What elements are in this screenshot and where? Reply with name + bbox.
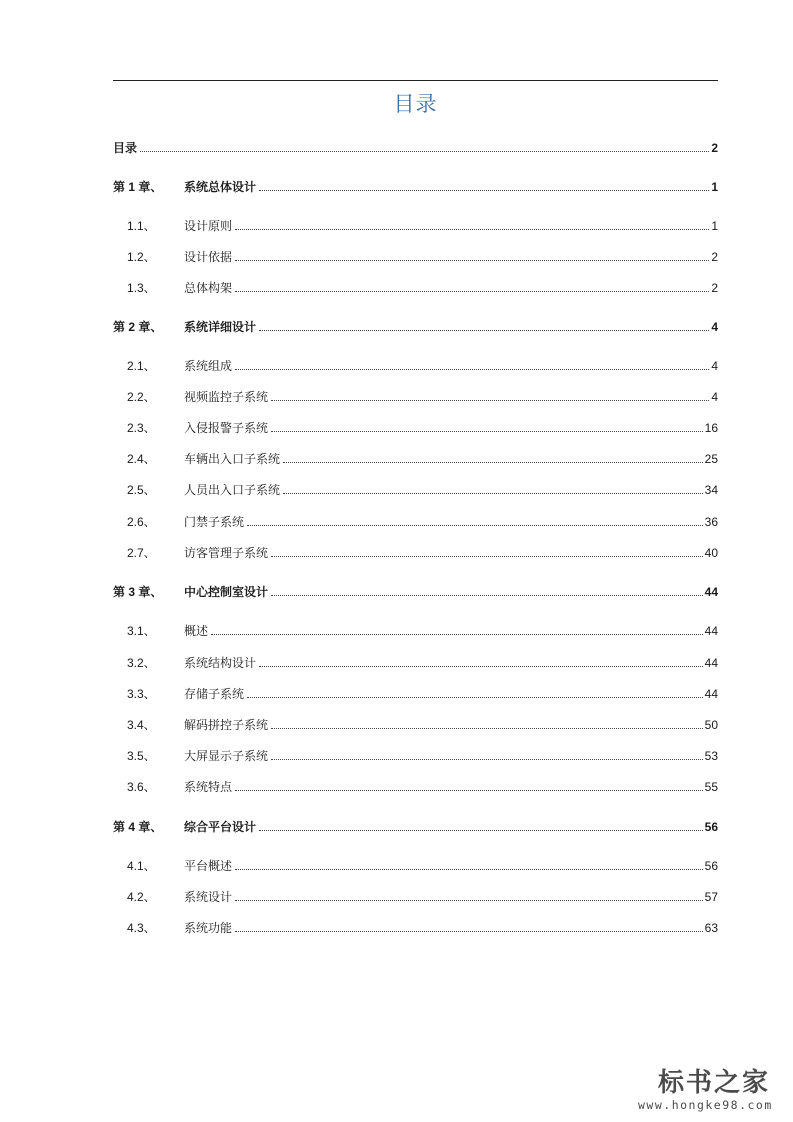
toc-entry[interactable] — [113, 279, 718, 295]
toc-entry-title: 系统组成 — [184, 359, 233, 373]
toc-entry-page-number: 36 — [704, 515, 718, 529]
toc-entry-page-number: 40 — [704, 546, 718, 560]
toc-entry-page-number: 25 — [704, 452, 718, 466]
toc-entry[interactable] — [113, 481, 718, 497]
dot-leader — [259, 329, 709, 331]
toc-entry-number: 2.3、 — [127, 421, 156, 435]
dot-leader — [259, 665, 703, 667]
toc-entry-number: 2.5、 — [127, 483, 156, 497]
toc-entry-title: 设计依据 — [184, 250, 233, 264]
toc-entry-title: 入侵报警子系统 — [184, 421, 269, 435]
toc-entry-title: 系统功能 — [184, 921, 233, 935]
toc-entry-page-number: 44 — [704, 687, 718, 701]
dot-leader — [259, 189, 709, 191]
toc-entry[interactable] — [113, 318, 718, 334]
toc-entry-page-number: 4 — [711, 320, 718, 334]
dot-leader — [271, 399, 709, 401]
dot-leader — [235, 290, 709, 292]
toc-entry-page-number: 56 — [704, 859, 718, 873]
dot-leader — [235, 899, 703, 901]
toc-entry-number: 2.2、 — [127, 390, 156, 404]
toc-entry-number: 第 3 章、 — [113, 585, 163, 599]
dot-leader — [259, 829, 703, 831]
toc-entry[interactable] — [113, 583, 718, 599]
dot-leader — [247, 696, 703, 698]
toc-entry[interactable] — [113, 357, 718, 373]
toc-entry-page-number: 63 — [704, 921, 718, 935]
toc-entry-number: 2.6、 — [127, 515, 156, 529]
dot-leader — [271, 727, 703, 729]
toc-entry-number: 3.1、 — [127, 624, 156, 638]
toc-entry-number: 2.1、 — [127, 359, 156, 373]
toc-entry-number: 2.4、 — [127, 452, 156, 466]
toc-entry-number: 第 1 章、 — [113, 180, 163, 194]
toc-entry-number: 3.4、 — [127, 718, 156, 732]
watermark — [630, 1062, 790, 1118]
toc-entry-page-number: 57 — [704, 890, 718, 904]
toc-entry-page-number: 2 — [711, 141, 718, 155]
dot-leader — [235, 228, 709, 230]
toc-entry[interactable] — [113, 818, 718, 834]
toc-entry[interactable] — [113, 513, 718, 529]
dot-leader — [271, 555, 703, 557]
dot-leader — [235, 259, 709, 261]
toc-entry-number: 2.7、 — [127, 546, 156, 560]
toc-entry-page-number: 4 — [711, 390, 718, 404]
toc-entry[interactable] — [113, 388, 718, 404]
toc-entry[interactable] — [113, 857, 718, 873]
toc-entry-page-number: 44 — [704, 624, 718, 638]
toc-entry-number: 4.1、 — [127, 859, 156, 873]
toc-entry-title: 车辆出入口子系统 — [184, 452, 281, 466]
toc-entry-title: 大屏显示子系统 — [184, 749, 269, 763]
dot-leader — [235, 868, 703, 870]
toc-entry-page-number: 44 — [704, 585, 718, 599]
page-title: 目录 — [393, 92, 438, 116]
toc-entry[interactable] — [113, 888, 718, 904]
dot-leader — [211, 633, 703, 635]
toc-entry[interactable] — [113, 919, 718, 935]
toc-entry-title: 系统总体设计 — [184, 180, 257, 194]
toc-entry-number: 3.3、 — [127, 687, 156, 701]
toc-entry-page-number: 44 — [704, 656, 718, 670]
toc-entry-title: 系统设计 — [184, 890, 233, 904]
toc-entry[interactable] — [113, 716, 718, 732]
toc-entry[interactable] — [113, 685, 718, 701]
toc-entry-title: 总体构架 — [184, 281, 233, 295]
toc-entry-title: 门禁子系统 — [184, 515, 245, 529]
toc-entry[interactable] — [113, 450, 718, 466]
toc-entry-page-number: 53 — [704, 749, 718, 763]
toc-entry[interactable] — [113, 248, 718, 264]
toc-entry[interactable] — [113, 217, 718, 233]
toc-entry-page-number: 2 — [711, 250, 718, 264]
toc-entry-page-number: 55 — [704, 780, 718, 794]
toc-entry-page-number: 2 — [711, 281, 718, 295]
toc-entry-page-number: 56 — [704, 820, 718, 834]
toc-entry-number: 4.3、 — [127, 921, 156, 935]
toc-entry-number: 第 4 章、 — [113, 820, 163, 834]
toc-entry-title: 概述 — [184, 624, 209, 638]
toc-entry-title: 视频监控子系统 — [184, 390, 269, 404]
toc-entry-number: 第 2 章、 — [113, 320, 163, 334]
dot-leader — [235, 930, 703, 932]
dot-leader — [247, 524, 703, 526]
toc-entry-title: 综合平台设计 — [184, 820, 257, 834]
toc-entry-page-number: 50 — [704, 718, 718, 732]
toc-entry-number: 1.3、 — [127, 281, 156, 295]
watermark-url: www.hongke98.com — [638, 1098, 773, 1112]
watermark-logo: 标书之家 — [658, 1068, 771, 1098]
dot-leader — [235, 789, 703, 791]
toc-entry[interactable] — [113, 419, 718, 435]
toc-entry-number: 1.1、 — [127, 219, 156, 233]
dot-leader — [140, 150, 709, 152]
toc-entry[interactable] — [113, 654, 718, 670]
toc-entry-title: 解码拼控子系统 — [184, 718, 269, 732]
toc-entry-title: 中心控制室设计 — [184, 585, 269, 599]
toc-entry-title: 访客管理子系统 — [184, 546, 269, 560]
dot-leader — [283, 492, 703, 494]
toc-entry-page-number: 34 — [704, 483, 718, 497]
toc-entry[interactable] — [113, 544, 718, 560]
dot-leader — [235, 368, 709, 370]
toc-entry-title: 人员出入口子系统 — [184, 483, 281, 497]
toc-entry-number: 4.2、 — [127, 890, 156, 904]
toc-entry-page-number: 1 — [711, 180, 718, 194]
toc-entry-title: 目录 — [113, 141, 138, 155]
toc-entry-page-number: 1 — [711, 219, 718, 233]
toc-entry-number: 3.6、 — [127, 780, 156, 794]
toc-entry-title: 系统特点 — [184, 780, 233, 794]
toc-entry[interactable] — [113, 178, 718, 194]
toc-entry-title: 平台概述 — [184, 859, 233, 873]
toc-entry-title: 系统结构设计 — [184, 656, 257, 670]
toc-entry-page-number: 4 — [711, 359, 718, 373]
toc-entry[interactable] — [113, 139, 718, 155]
toc-entry[interactable] — [113, 622, 718, 638]
dot-leader — [271, 430, 703, 432]
dot-leader — [271, 594, 703, 596]
toc-entry-page-number: 16 — [704, 421, 718, 435]
toc-entry-title: 系统详细设计 — [184, 320, 257, 334]
toc-entry[interactable] — [113, 747, 718, 763]
toc-entry-number: 3.2、 — [127, 656, 156, 670]
toc-entry-number: 1.2、 — [127, 250, 156, 264]
toc-entry-title: 存储子系统 — [184, 687, 245, 701]
toc-entry-title: 设计原则 — [184, 219, 233, 233]
dot-leader — [271, 758, 703, 760]
toc-entry[interactable] — [113, 778, 718, 794]
toc-entry-number: 3.5、 — [127, 749, 156, 763]
dot-leader — [283, 461, 703, 463]
